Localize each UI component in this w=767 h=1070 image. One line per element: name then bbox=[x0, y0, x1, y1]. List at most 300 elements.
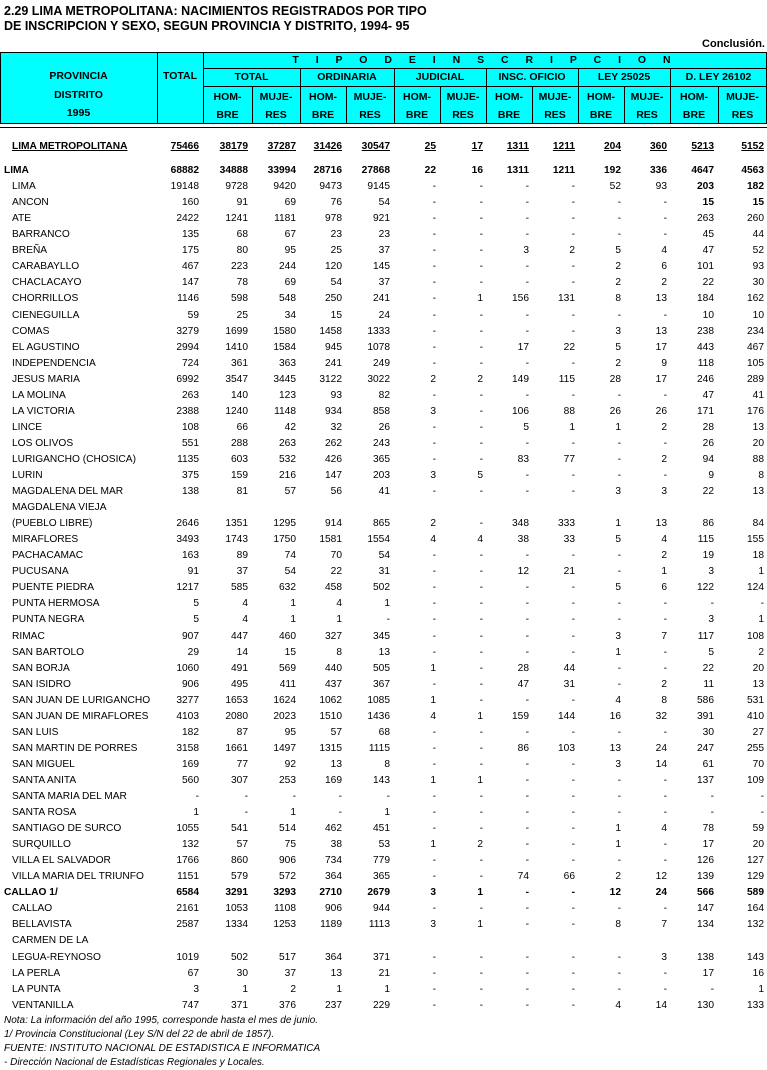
cell-value: 375 bbox=[182, 470, 199, 481]
cell-value: 5 bbox=[615, 341, 621, 353]
cell-value: 127 bbox=[747, 855, 764, 867]
cell-value: - bbox=[617, 197, 621, 209]
cell-value: 865 bbox=[373, 518, 390, 530]
cell-value: - bbox=[663, 470, 667, 481]
cell-value: 724 bbox=[182, 357, 199, 369]
table-row bbox=[0, 388, 767, 404]
row-label: LOS OLIVOS bbox=[12, 437, 74, 449]
table-row bbox=[0, 677, 767, 693]
cell-value: - bbox=[571, 951, 575, 963]
table-row bbox=[0, 195, 767, 211]
cell-value: 1 bbox=[384, 807, 390, 819]
cell-value: 27 bbox=[752, 726, 764, 738]
cell-value: - bbox=[479, 357, 483, 369]
cell-value: 11 bbox=[703, 678, 714, 690]
cell-value: 4 bbox=[336, 598, 342, 610]
cell-value: 66 bbox=[236, 421, 248, 433]
cell-value: 20 bbox=[752, 839, 764, 851]
row-label: (PUEBLO LIBRE) bbox=[12, 518, 93, 530]
cell-value: 21 bbox=[378, 967, 390, 979]
cell-value: 13 bbox=[655, 325, 667, 337]
cell-value: 159 bbox=[231, 470, 248, 481]
cell-value: 28 bbox=[702, 421, 714, 433]
header-distrito: DISTRITO bbox=[54, 89, 103, 101]
cell-value: 30 bbox=[702, 726, 714, 738]
cell-value: - bbox=[432, 791, 436, 802]
cell-value: - bbox=[571, 614, 575, 626]
row-label: BARRANCO bbox=[12, 229, 70, 241]
cell-value: - bbox=[244, 791, 248, 802]
cell-value: 541 bbox=[231, 823, 248, 835]
cell-value: - bbox=[525, 614, 529, 626]
cell-value: 1211 bbox=[552, 141, 575, 152]
header-sex-line-1: MUJE- bbox=[446, 91, 480, 103]
cell-value: 237 bbox=[325, 999, 342, 1011]
cell-value: 1 bbox=[336, 983, 342, 995]
cell-value: 30547 bbox=[361, 141, 390, 152]
cell-value: 115 bbox=[558, 373, 575, 385]
cell-value: 3547 bbox=[225, 373, 248, 385]
cell-value: 263 bbox=[697, 213, 714, 225]
cell-value: 159 bbox=[512, 710, 529, 722]
cell-value: 23 bbox=[330, 229, 342, 241]
cell-value: 22 bbox=[424, 165, 436, 177]
cell-value: 2646 bbox=[176, 518, 199, 530]
cell-value: 3445 bbox=[273, 373, 296, 385]
cell-value: - bbox=[479, 437, 483, 449]
cell-value: 1311 bbox=[506, 165, 529, 177]
cell-value: - bbox=[525, 229, 529, 241]
cell-value: 1 bbox=[384, 983, 390, 995]
row-label: LIMA METROPOLITANA bbox=[12, 141, 128, 152]
cell-value: 1 bbox=[430, 839, 436, 851]
cell-value: 14 bbox=[236, 646, 248, 658]
cell-value: 585 bbox=[231, 582, 248, 594]
cell-value: 1055 bbox=[176, 823, 199, 835]
cell-value: 229 bbox=[373, 999, 390, 1011]
cell-value: 1334 bbox=[225, 919, 248, 931]
cell-value: 1 bbox=[336, 614, 342, 626]
cell-value: 1315 bbox=[319, 742, 342, 754]
cell-value: 184 bbox=[697, 293, 714, 305]
cell-value: 16 bbox=[471, 165, 483, 177]
cell-value: 9473 bbox=[319, 181, 342, 193]
cell-value: - bbox=[432, 486, 436, 498]
cell-value: - bbox=[571, 357, 575, 369]
cell-value: 1510 bbox=[319, 710, 342, 722]
cell-value: 74 bbox=[517, 871, 529, 883]
cell-value: 164 bbox=[747, 903, 764, 915]
cell-value: 495 bbox=[231, 678, 248, 690]
cell-value: - bbox=[479, 630, 483, 642]
cell-value: - bbox=[479, 181, 483, 193]
cell-value: - bbox=[663, 855, 667, 867]
cell-value: 95 bbox=[284, 726, 296, 738]
cell-value: 2 bbox=[661, 421, 667, 433]
table-row bbox=[0, 709, 767, 725]
note-line: - Dirección Nacional de Estadísticas Regionales y Locales. bbox=[4, 1057, 265, 1068]
cell-value: 4 bbox=[242, 598, 248, 610]
cell-value: 8 bbox=[615, 919, 621, 931]
cell-value: 69 bbox=[284, 277, 296, 289]
cell-value: 216 bbox=[279, 470, 296, 481]
cell-value: 26 bbox=[702, 437, 714, 449]
table-row bbox=[0, 420, 767, 436]
cell-value: 1 bbox=[615, 646, 621, 658]
cell-value: 1 bbox=[758, 983, 764, 995]
cell-value: - bbox=[663, 839, 667, 851]
cell-value: 1 bbox=[430, 694, 436, 706]
cell-value: 108 bbox=[182, 421, 199, 433]
cell-value: - bbox=[525, 389, 529, 401]
cell-value: 38 bbox=[330, 839, 342, 851]
cell-value: 8 bbox=[758, 470, 764, 481]
cell-value: 371 bbox=[231, 999, 248, 1011]
cell-value: 2 bbox=[290, 983, 296, 995]
cell-value: 1 bbox=[430, 774, 436, 786]
cell-value: 108 bbox=[747, 630, 764, 642]
cell-value: 4 bbox=[615, 999, 621, 1011]
cell-value: - bbox=[432, 341, 436, 353]
cell-value: 560 bbox=[182, 774, 199, 786]
row-label: CARABAYLLO bbox=[12, 261, 80, 273]
cell-value: - bbox=[617, 470, 621, 481]
cell-value: - bbox=[571, 630, 575, 642]
cell-value: 88 bbox=[752, 453, 764, 465]
cell-value: 28 bbox=[609, 373, 621, 385]
cell-value: 1 bbox=[290, 614, 296, 626]
cell-value: 410 bbox=[747, 710, 764, 722]
cell-value: - bbox=[432, 389, 436, 401]
header-mujeres bbox=[346, 88, 394, 124]
cell-value: 83 bbox=[517, 453, 529, 465]
cell-value: - bbox=[617, 855, 621, 867]
cell-value: 131 bbox=[558, 293, 575, 305]
cell-value: 4 bbox=[430, 710, 436, 722]
row-label: CALLAO 1/ bbox=[4, 887, 58, 899]
cell-value: - bbox=[617, 437, 621, 449]
cell-value: - bbox=[571, 855, 575, 867]
cell-value: 89 bbox=[236, 550, 248, 562]
header-sex-line-2: BRE bbox=[682, 109, 706, 121]
row-label: SAN LUIS bbox=[12, 726, 59, 738]
cell-value: 551 bbox=[182, 437, 199, 449]
cell-value: 140 bbox=[231, 389, 248, 401]
cell-value: 437 bbox=[325, 678, 342, 690]
cell-value: - bbox=[663, 197, 667, 209]
cell-value: - bbox=[479, 453, 483, 465]
cell-value: 182 bbox=[182, 726, 199, 738]
row-label: SAN MARTIN DE PORRES bbox=[12, 742, 138, 754]
row-label: LIMA bbox=[12, 181, 36, 193]
cell-value: 163 bbox=[182, 550, 199, 562]
cell-value: 3 bbox=[430, 887, 436, 899]
cell-value: 27868 bbox=[361, 165, 390, 177]
cell-value: 1148 bbox=[274, 405, 296, 417]
cell-value: 78 bbox=[702, 823, 714, 835]
cell-value: - bbox=[571, 309, 575, 321]
cell-value: - bbox=[432, 758, 436, 770]
table-row bbox=[0, 211, 767, 227]
cell-value: 31426 bbox=[313, 141, 342, 152]
cell-value: 13 bbox=[655, 293, 667, 305]
cell-value: 241 bbox=[373, 293, 390, 305]
cell-value: - bbox=[571, 646, 575, 658]
cell-value: 1436 bbox=[367, 710, 390, 722]
header-group-ordinaria: ORDINARIA bbox=[317, 71, 377, 83]
cell-value: - bbox=[663, 598, 667, 610]
cell-value: 447 bbox=[231, 630, 248, 642]
row-label: SURQUILLO bbox=[12, 839, 71, 851]
cell-value: 288 bbox=[231, 437, 248, 449]
cell-value: - bbox=[338, 807, 342, 819]
table-row bbox=[0, 243, 767, 259]
note-line: FUENTE: INSTITUTO NACIONAL DE ESTADISTICA E INFORMATICA bbox=[4, 1043, 321, 1054]
header-sex-line-2: RES bbox=[452, 109, 474, 121]
cell-value: - bbox=[663, 646, 667, 658]
cell-value: 26 bbox=[655, 405, 667, 417]
cell-value: 24 bbox=[655, 887, 667, 899]
table-row-province bbox=[0, 139, 767, 155]
cell-value: 8 bbox=[661, 694, 667, 706]
cell-value: 138 bbox=[182, 486, 199, 498]
cell-value: 67 bbox=[284, 229, 296, 241]
cell-value: - bbox=[479, 951, 483, 963]
table-row bbox=[0, 580, 767, 596]
table-row bbox=[0, 468, 767, 484]
cell-value: - bbox=[525, 277, 529, 289]
cell-value: - bbox=[479, 662, 483, 674]
row-label: LA VICTORIA bbox=[12, 405, 75, 417]
cell-value: 223 bbox=[231, 261, 248, 273]
row-label: CIENEGUILLA bbox=[12, 309, 80, 321]
row-label: LA MOLINA bbox=[12, 389, 66, 401]
cell-value: 147 bbox=[697, 903, 714, 915]
cell-value: 376 bbox=[279, 999, 296, 1011]
table-row bbox=[0, 661, 767, 677]
cell-value: 921 bbox=[373, 213, 390, 225]
cell-value: - bbox=[617, 967, 621, 979]
cell-value: 74 bbox=[284, 550, 296, 562]
cell-value: - bbox=[432, 726, 436, 738]
table-row bbox=[0, 532, 767, 548]
cell-value: 26 bbox=[378, 421, 390, 433]
cell-value: - bbox=[479, 341, 483, 353]
cell-value: - bbox=[432, 437, 436, 449]
cell-value: 5 bbox=[615, 534, 621, 546]
cell-value: 77 bbox=[563, 453, 575, 465]
cell-value: 5 bbox=[615, 582, 621, 594]
cell-value: 25 bbox=[424, 141, 436, 152]
cell-value: 182 bbox=[747, 181, 764, 193]
cell-value: 31 bbox=[378, 566, 390, 578]
cell-value: 57 bbox=[236, 839, 248, 851]
cell-value: 632 bbox=[279, 582, 296, 594]
header-total: TOTAL bbox=[162, 70, 198, 82]
report-title bbox=[4, 4, 427, 34]
cell-value: 117 bbox=[697, 630, 714, 642]
cell-value: - bbox=[663, 229, 667, 241]
cell-value: 365 bbox=[373, 871, 390, 883]
cell-value: - bbox=[479, 807, 483, 819]
table-row bbox=[0, 291, 767, 307]
cell-value: 1743 bbox=[225, 534, 248, 546]
cell-value: 391 bbox=[697, 710, 714, 722]
table-row bbox=[0, 548, 767, 564]
cell-value: - bbox=[571, 919, 575, 931]
cell-value: 56 bbox=[330, 486, 342, 498]
cell-value: 57 bbox=[284, 486, 296, 498]
cell-value: 126 bbox=[697, 855, 714, 867]
table-row bbox=[0, 356, 767, 372]
table-row bbox=[0, 805, 767, 821]
cell-value: - bbox=[525, 999, 529, 1011]
cell-value: 203 bbox=[697, 181, 714, 193]
row-label: LIMA bbox=[4, 165, 29, 177]
cell-value: 945 bbox=[325, 341, 342, 353]
cell-value: 13 bbox=[609, 742, 621, 754]
cell-value: 16 bbox=[609, 710, 621, 722]
row-label: CHORRILLOS bbox=[12, 293, 79, 305]
cell-value: - bbox=[710, 983, 714, 995]
cell-value: - bbox=[571, 261, 575, 273]
cell-value: 1113 bbox=[368, 919, 390, 931]
cell-value: 365 bbox=[373, 453, 390, 465]
cell-value: 6 bbox=[661, 261, 667, 273]
cell-value: 598 bbox=[231, 293, 248, 305]
cell-value: 145 bbox=[373, 261, 390, 273]
cell-value: - bbox=[663, 213, 667, 225]
cell-value: 7 bbox=[661, 630, 667, 642]
cell-value: 20 bbox=[752, 437, 764, 449]
cell-value: - bbox=[479, 582, 483, 594]
cell-value: - bbox=[525, 791, 529, 802]
cell-value: 906 bbox=[182, 678, 199, 690]
row-label: CARMEN DE LA bbox=[12, 935, 89, 947]
cell-value: - bbox=[617, 903, 621, 915]
cell-value: 175 bbox=[182, 245, 199, 257]
cell-value: 10 bbox=[702, 309, 714, 321]
cell-value: 234 bbox=[747, 325, 764, 337]
cell-value: - bbox=[571, 550, 575, 562]
cell-value: 2023 bbox=[273, 710, 296, 722]
cell-value: 243 bbox=[373, 437, 390, 449]
table-row bbox=[0, 693, 767, 709]
cell-value: - bbox=[338, 791, 342, 802]
cell-value: 3291 bbox=[225, 887, 248, 899]
cell-value: - bbox=[571, 999, 575, 1011]
header-sex-line-2: RES bbox=[359, 109, 381, 121]
cell-value: - bbox=[525, 630, 529, 642]
cell-value: 1 bbox=[758, 566, 764, 578]
cell-value: - bbox=[663, 437, 667, 449]
cell-value: 44 bbox=[752, 229, 764, 241]
cell-value: - bbox=[244, 807, 248, 819]
cell-value: - bbox=[525, 213, 529, 225]
cell-value: 1 bbox=[242, 983, 248, 995]
cell-value: 3 bbox=[615, 630, 621, 642]
cell-value: 47 bbox=[702, 389, 714, 401]
cell-value: - bbox=[386, 614, 390, 626]
cell-value: - bbox=[525, 437, 529, 449]
cell-value: 411 bbox=[279, 678, 296, 690]
cell-value: - bbox=[571, 598, 575, 610]
conclusion-label: Conclusión. bbox=[702, 38, 765, 50]
cell-value: - bbox=[525, 855, 529, 867]
cell-value: - bbox=[571, 213, 575, 225]
cell-value: 169 bbox=[182, 758, 199, 770]
cell-value: 12 bbox=[609, 887, 621, 899]
header-group-insc-oficio: INSC. OFICIO bbox=[498, 71, 566, 83]
table-row bbox=[0, 516, 767, 532]
cell-value: 360 bbox=[650, 141, 667, 152]
cell-value: - bbox=[525, 197, 529, 209]
cell-value: - bbox=[571, 181, 575, 193]
cell-value: 4 bbox=[477, 534, 483, 546]
cell-value: - bbox=[571, 983, 575, 995]
cell-value: 115 bbox=[697, 534, 714, 546]
cell-value: 38 bbox=[517, 534, 529, 546]
table-row bbox=[0, 933, 767, 949]
row-label: SAN BARTOLO bbox=[12, 646, 85, 658]
cell-value: 1653 bbox=[225, 694, 248, 706]
cell-value: 13 bbox=[655, 518, 667, 530]
cell-value: - bbox=[617, 791, 621, 802]
cell-value: 24 bbox=[655, 742, 667, 754]
cell-value: - bbox=[617, 678, 621, 690]
cell-value: 37287 bbox=[267, 141, 296, 152]
cell-value: 9 bbox=[661, 357, 667, 369]
cell-value: 2 bbox=[661, 277, 667, 289]
cell-value: 53 bbox=[378, 839, 390, 851]
cell-value: - bbox=[525, 967, 529, 979]
title-line-1: 2.29 LIMA METROPOLITANA: NACIMIENTOS REGISTRADOS POR TIPO bbox=[4, 4, 427, 18]
cell-value: - bbox=[525, 823, 529, 835]
cell-value: 906 bbox=[279, 855, 296, 867]
cell-value: - bbox=[617, 983, 621, 995]
header-hombres bbox=[394, 88, 440, 124]
cell-value: 31 bbox=[563, 678, 575, 690]
row-label: JESUS MARIA bbox=[12, 373, 80, 385]
cell-value: 8 bbox=[615, 293, 621, 305]
cell-value: - bbox=[479, 245, 483, 257]
cell-value: - bbox=[663, 983, 667, 995]
row-label: BREÑA bbox=[12, 245, 48, 257]
cell-value: 2080 bbox=[225, 710, 248, 722]
cell-value: 4 bbox=[430, 534, 436, 546]
cell-value: 517 bbox=[279, 951, 296, 963]
cell-value: 934 bbox=[325, 405, 342, 417]
cell-value: 32 bbox=[330, 421, 342, 433]
cell-value: 3279 bbox=[176, 325, 199, 337]
cell-value: - bbox=[432, 357, 436, 369]
cell-value: - bbox=[432, 598, 436, 610]
cell-value: 47 bbox=[517, 678, 529, 690]
cell-value: 22 bbox=[702, 486, 714, 498]
cell-value: - bbox=[479, 967, 483, 979]
cell-value: 779 bbox=[373, 855, 390, 867]
cell-value: 160 bbox=[182, 197, 199, 209]
cell-value: 1135 bbox=[177, 453, 199, 465]
cell-value: 176 bbox=[747, 405, 764, 417]
header-tipo-inscripcion: T I P O D E I N S C R I P C I O N bbox=[292, 54, 678, 66]
row-label: VILLA EL SALVADOR bbox=[12, 855, 111, 867]
cell-value: 3 bbox=[430, 470, 436, 481]
header-sex-line-1: MUJE- bbox=[630, 91, 664, 103]
header-sex-line-1: MUJE- bbox=[353, 91, 387, 103]
cell-value: - bbox=[571, 694, 575, 706]
cell-value: 137 bbox=[697, 774, 714, 786]
